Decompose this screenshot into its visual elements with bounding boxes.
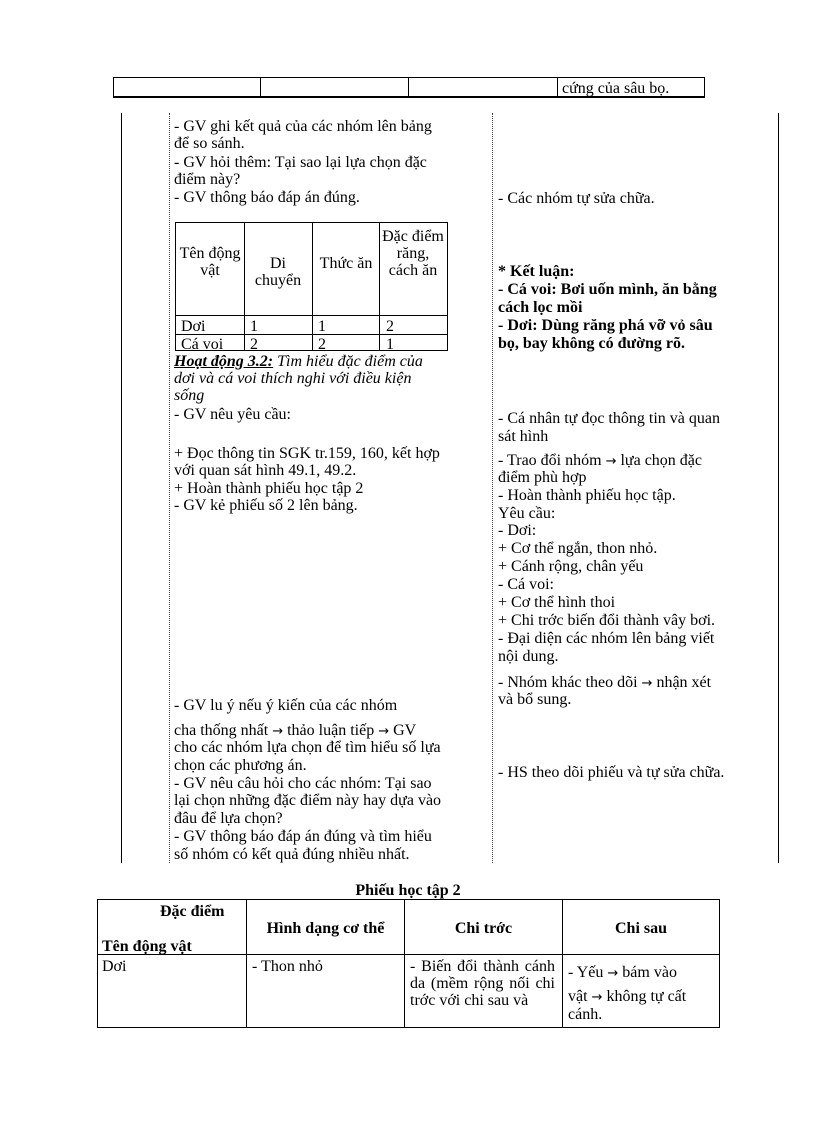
right-c1b: nhận xét xyxy=(656,674,712,691)
low-line-2b: thảo luận tiếp xyxy=(287,722,375,739)
low-line-1: - GV lu ý nếu ý kiến của các nhóm xyxy=(174,697,398,714)
sheet-title: Phiếu học tập 2 xyxy=(355,882,461,899)
activity-title-rest: Tìm hiểu đặc điểm của xyxy=(273,353,423,370)
td-cavoi-name: Cá voi xyxy=(181,336,224,353)
td-doi-rang: 2 xyxy=(386,318,394,335)
conclusion-line-2: cách lọc mồi xyxy=(498,299,583,316)
low-line-2 xyxy=(174,722,416,740)
low-line-4: chọn các phương án. xyxy=(174,757,307,774)
right-b7: - Dơi: xyxy=(498,522,537,539)
low-line-6: lại chọn những đặc điểm này hay dựa vào xyxy=(174,792,442,809)
conclusion-line-4: bọ, bay không có đường rõ. xyxy=(498,335,685,352)
td-doi-thuc-an: 1 xyxy=(318,318,326,335)
right-b9: + Cánh rộng, chân yếu xyxy=(498,558,644,575)
right-b14: nội dung. xyxy=(498,648,559,665)
right-b10: - Cá voi: xyxy=(498,576,554,593)
low-line-3: cho các nhóm lựa chọn để tìm hiểu số lựa xyxy=(174,739,441,756)
th-chi-sau: Chi sau xyxy=(614,920,668,937)
activity-title: Hoạt động 3.2: xyxy=(174,353,274,370)
td-doi: Dơi xyxy=(102,958,127,975)
conclusion-line-1: - Cá voi: Bơi uốn mình, ăn bằng xyxy=(498,281,717,298)
right-c2: và bổ sung. xyxy=(498,691,572,708)
th-hinh-dang: Hình dạng cơ thể xyxy=(266,920,385,937)
req-line-2: + Đọc thông tin SGK tr.159, 160, kết hợp xyxy=(174,445,440,462)
arrow-icon: → xyxy=(591,990,603,1005)
left-line-4: điểm này? xyxy=(174,171,241,188)
right-b3a: - Trao đổi nhóm xyxy=(498,452,602,469)
th-dac-diem-rang: Đặc điểm răng, cách ăn xyxy=(382,228,444,279)
conclusion-line-3: - Dơi: Dùng răng phá vỡ vỏ sâu xyxy=(498,317,713,334)
th-chi-truoc: Chi trớc xyxy=(454,920,513,937)
arrow-icon: → xyxy=(605,454,617,469)
right-b5: - Hoàn thành phiếu học tập. xyxy=(498,487,676,504)
td-doi-di-chuyen: 1 xyxy=(250,318,258,335)
th-di-chuyen: Di chuyển xyxy=(254,255,302,289)
activity-heading-line-1 xyxy=(174,353,423,370)
td-chi-sau-1 xyxy=(568,964,677,982)
td-cavoi-rang: 1 xyxy=(386,336,394,353)
th-dac-diem: Đặc điểm xyxy=(160,903,225,920)
td-cavoi-di-chuyen: 2 xyxy=(250,336,258,353)
td-doi-name: Dơi xyxy=(181,318,206,335)
right-b8: + Cơ thể ngắn, thon nhỏ. xyxy=(498,540,658,557)
right-self-correct: - Các nhóm tự sửa chữa. xyxy=(498,190,655,207)
arrow-icon: → xyxy=(378,724,390,739)
right-c1 xyxy=(498,674,711,692)
activity-heading-line-3: sống xyxy=(174,387,205,404)
arrow-icon: → xyxy=(607,966,619,981)
low-line-9: số nhóm có kết quả đúng nhiều nhất. xyxy=(174,846,410,863)
right-d1: - HS theo dõi phiếu và tự sửa chữa. xyxy=(498,764,725,781)
td-chi-sau-2 xyxy=(568,988,686,1006)
req-line-5: - GV kẻ phiếu số 2 lên bảng. xyxy=(174,497,358,514)
right-c1a: - Nhóm khác theo dõi xyxy=(498,674,638,691)
arrow-icon: → xyxy=(272,724,284,739)
arrow-icon: → xyxy=(641,676,653,691)
th-thuc-an: Thức ăn xyxy=(319,255,373,272)
left-line-5: - GV thông báo đáp án đúng. xyxy=(174,189,360,206)
right-b6: Yêu cầu: xyxy=(498,505,556,522)
td-chi-truoc: - Biến đổi thành cánh da (mềm rộng nối chi trớc với chi sau và xyxy=(410,958,555,1009)
activity-heading-line-2: dơi và cá voi thích nghi với điều kiện xyxy=(174,370,412,387)
req-line-4: + Hoàn thành phiếu học tập 2 xyxy=(174,480,364,497)
req-line-1: - GV nêu yêu cầu: xyxy=(174,406,291,423)
low-line-5: - GV nêu câu hỏi cho các nhóm: Tại sao xyxy=(174,775,432,792)
req-line-3: với quan sát hình 49.1, 49.2. xyxy=(174,462,357,479)
right-b3b: lựa chọn đặc xyxy=(620,452,703,469)
low-line-2c: GV xyxy=(393,722,417,739)
left-line-3: - GV hỏi thêm: Tại sao lại lựa chọn đặc xyxy=(174,154,427,171)
low-line-8: - GV thông báo đáp án đúng và tìm hiểu xyxy=(174,828,432,845)
right-b4: điểm phù hợp xyxy=(498,469,587,486)
th-ten-dong-vat-2: Tên động vật xyxy=(102,938,192,955)
low-line-2a: cha thống nhất xyxy=(174,722,269,739)
right-b11: + Cơ thể hình thoi xyxy=(498,594,616,611)
right-b2: sát hình xyxy=(498,428,549,445)
conclusion-title: * Kết luận: xyxy=(498,263,575,280)
td-chi-sau-2a: vật xyxy=(568,988,588,1005)
right-b3 xyxy=(498,452,702,470)
left-line-2: để so sánh. xyxy=(174,135,245,152)
top-row-text: cứng của sâu bọ. xyxy=(562,80,670,97)
low-line-7: đâu để lựa chọn? xyxy=(174,810,283,827)
td-hinh-dang: - Thon nhỏ xyxy=(252,958,323,975)
left-line-1: - GV ghi kết quả của các nhóm lên bảng xyxy=(174,118,432,135)
td-chi-sau-2b: không tự cất xyxy=(606,988,687,1005)
td-cavoi-thuc-an: 2 xyxy=(318,336,326,353)
right-b13: - Đại diện các nhóm lên bảng viết xyxy=(498,630,715,647)
right-b12: + Chi trớc biến đổi thành vây bơi. xyxy=(498,612,716,629)
right-b1: - Cá nhân tự đọc thông tin và quan xyxy=(498,410,720,427)
td-chi-sau-1a: - Yếu xyxy=(568,964,604,981)
td-chi-sau-3: cánh. xyxy=(568,1006,603,1023)
th-ten-dong-vat: Tên động vật xyxy=(179,245,241,279)
td-chi-sau-1b: bám vào xyxy=(622,964,677,981)
